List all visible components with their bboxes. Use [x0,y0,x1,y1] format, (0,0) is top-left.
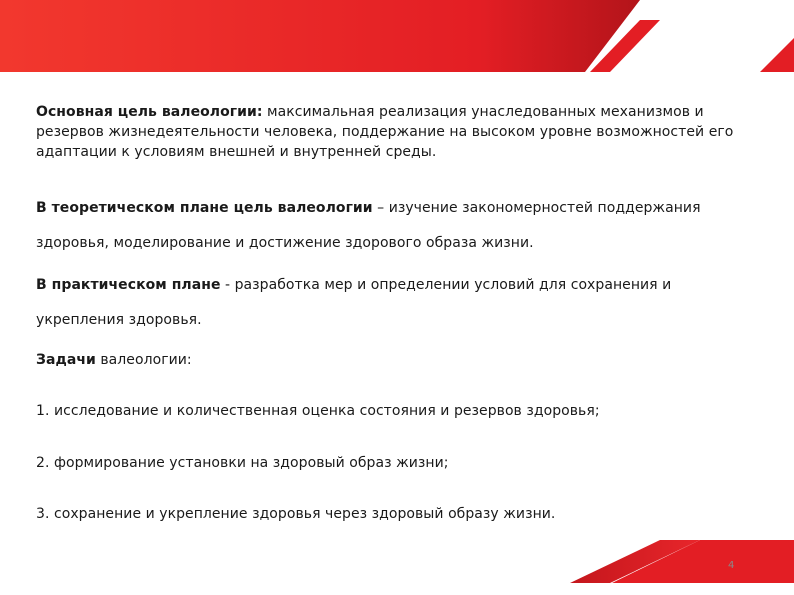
practice-heading: В практическом плане [36,277,221,293]
task-item-3: 3. сохранение и укрепление здоровья через здоровый образу жизни. [36,506,556,522]
tasks-paragraph [36,350,736,371]
practice-paragraph [36,268,736,338]
tasks-heading: Задачи [36,352,96,368]
theory-text: – изучение закономерностей поддержания здоровья, моделирование и достижение здорового образа жизни. [36,200,701,251]
theory-paragraph [36,191,736,261]
task-item-2: 2. формирование установки на здоровый образ жизни; [36,455,449,471]
goal-text: максимальная реализация унаследованных механизмов и резервов жизнедеятельности человека, поддержание на высоком уровне возможностей его адаптации к условиям внешней и внутренней среды. [36,104,734,160]
tasks-text: валеологии: [95,352,192,368]
top-banner-accent-2 [760,38,794,72]
goal-heading: Основная цель валеологии: [36,104,263,120]
theory-heading: В теоретическом плане цель валеологии [36,200,373,216]
page-number: 4 [728,560,735,571]
top-banner-stripe [0,0,640,72]
task-item-1: 1. исследование и количественная оценка состояния и резервов здоровья; [36,403,600,419]
practice-text: - разработка мер и определении условий для сохранения и укрепления здоровья. [36,277,672,328]
goal-paragraph [36,102,736,162]
